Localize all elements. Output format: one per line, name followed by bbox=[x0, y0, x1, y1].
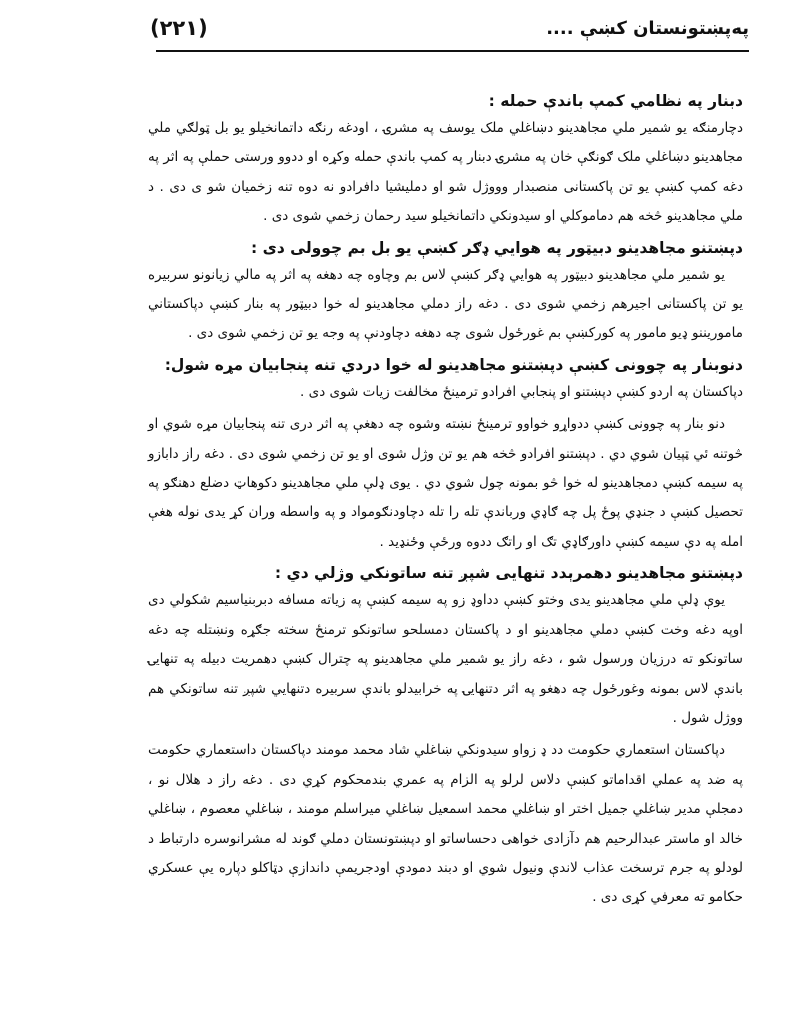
page-number: (٢٢١) bbox=[150, 16, 208, 40]
section-heading: دپښتنو مجاهدینو دهمرېدد تنهايی شپږ تنه ساتونکي وژلي دي : bbox=[274, 564, 743, 583]
section-heading: دنوبنار په چوونی کښې دپښتنو مجاهدینو له خوا دردي تنه پنجابیان مړه شول: bbox=[164, 355, 743, 374]
paragraph: دچارمنګه یو شمیر ملي مجاهدینو دښاغلي ملک یوسف په مشرۍ ، اودغه رنګه داتمانخیلو یو بل ټولګي ملي مجاهدینو دښاغلي ملک ګونګې خان په مشرۍ دبنار په کمپ باندې حمله وکړه او ددوو ورستی حملې په اثر په دغه کمپ کښې یو تن پاکستانی منصبدار وووژل شو او دملیشیا دافرادو نه دوه تنه زخمیان شو ی دی . د ملي مجاهدینو څخه هم دماموکلي او سیدونکي داتمانخیلو سید رحمان زخمي شوی دی . bbox=[148, 120, 743, 225]
section-heading: دبنار په نظامي کمپ باندې حمله : bbox=[488, 92, 743, 110]
paragraph: دپاکستان په اردو کښې دپښتنو او پنجابي افرادو ترمینځ مخالفت زیات شوی دی . bbox=[300, 383, 743, 400]
page-header bbox=[150, 8, 749, 48]
running-title: پەپښتونستان کښې .... bbox=[546, 17, 749, 39]
section-heading: دپښتنو مجاهدینو دبیټور په هوایي ډګر کښې یو بل بم چوولی دی : bbox=[251, 238, 743, 257]
paragraph: دپاکستان استعماري حکومت دد ډ زواو سیدونکي ښاغلي شاد محمد مومند دپاکستان داستعماري حکومت په ضد په عملي اقداماتو کښې دلاس لرلو په الزام په عمري بندمحکوم کړي دی . دغه راز د هلال نو ، دمجلې مدیر ښاغلي جمیل اختر او ښاغلي محمد اسمعیل ښاغلي میراسلم مومند ، ښاغلي معصوم ، ښاغلي خالد او ماستر عبدالرحیم هم دآزادی خواهی دحساساتو او دپښتونستان دملي ګوند له مشرانوسره دارتباط د لودلو په جرم ترسخت عذاب لاندې ونیول شوي او دبند دمودې اودجریمې داندازې دټاکلو دپاره یې عسکري حکامو ته معرفي کړی دی . bbox=[148, 742, 743, 906]
article-body bbox=[148, 88, 743, 1023]
header-rule bbox=[156, 50, 749, 52]
paragraph: یو شمیر ملي مجاهدینو دبیټور په هوایي ډګر کښې لاس بم وچاوه چه دهغه په اثر په مالي زیانونو سربیره یو تن پاکستانی اجیرهم زخمي شوی دی . دغه راز دملي مجاهدینو له خوا دبیټور په بنار کښې دپاکستاني ماموریننو ډیو مامور په کورکښې بم غورځول شوی چه دهغه دچاودنې په وجه یو تن زخمي شوی دی . bbox=[148, 266, 743, 342]
paragraph: یوې ډلې ملي مجاهدینو یدی وختو کښې دداوډ زو په سیمه کښې په زیاته مسافه دبربنیاسیم شکولي دی اوپه دغه وخت کښې دملي مجاهدینو او د پاکستان دمسلحو ساتونکو ترمنځ سخته جګړه ونښتله چه دغه ساتونکو ته درزیان ورسول شو ، دغه راز یو شمیر ملي مجاهدینو په چترال کښې دهمریت دبیله په تنهایۍ باندې لاس بمونه وغورځول چه دهغو په اثر دتنهایۍ په خرابیدلو باندې سربیره دتنهايي شپږ تنه ساتونکي هم ووژل شول . bbox=[148, 592, 743, 726]
paragraph: دنو بنار په چوونی کښې ددواړو خواوو ترمینځ نښته وشوه چه دهغې په اثر دری تنه پنجابیان مړه شوي او څوتنه ئي ټپیان شوي دي . دپښتنو افرادو څخه هم یو تن وژل شوی او یو تن زخمي شوی دی . دغه راز دابازو په سیمه کښې دمجاهدینو له خوا څو بمونه چول شوي دي . یوی ډلې ملي مجاهدینو دکوهاټ دضلع دهنګو په تحصیل کښې د جنډي پوځ پل چه ګاډي ورباندې تله را تله دچاودنګومواد و په واسطه وران کړ یدی نوله هغې امله په دې سیمه کښې داورګاډي تګ او راتګ ددوه ورځې وځنډید . bbox=[148, 416, 743, 550]
